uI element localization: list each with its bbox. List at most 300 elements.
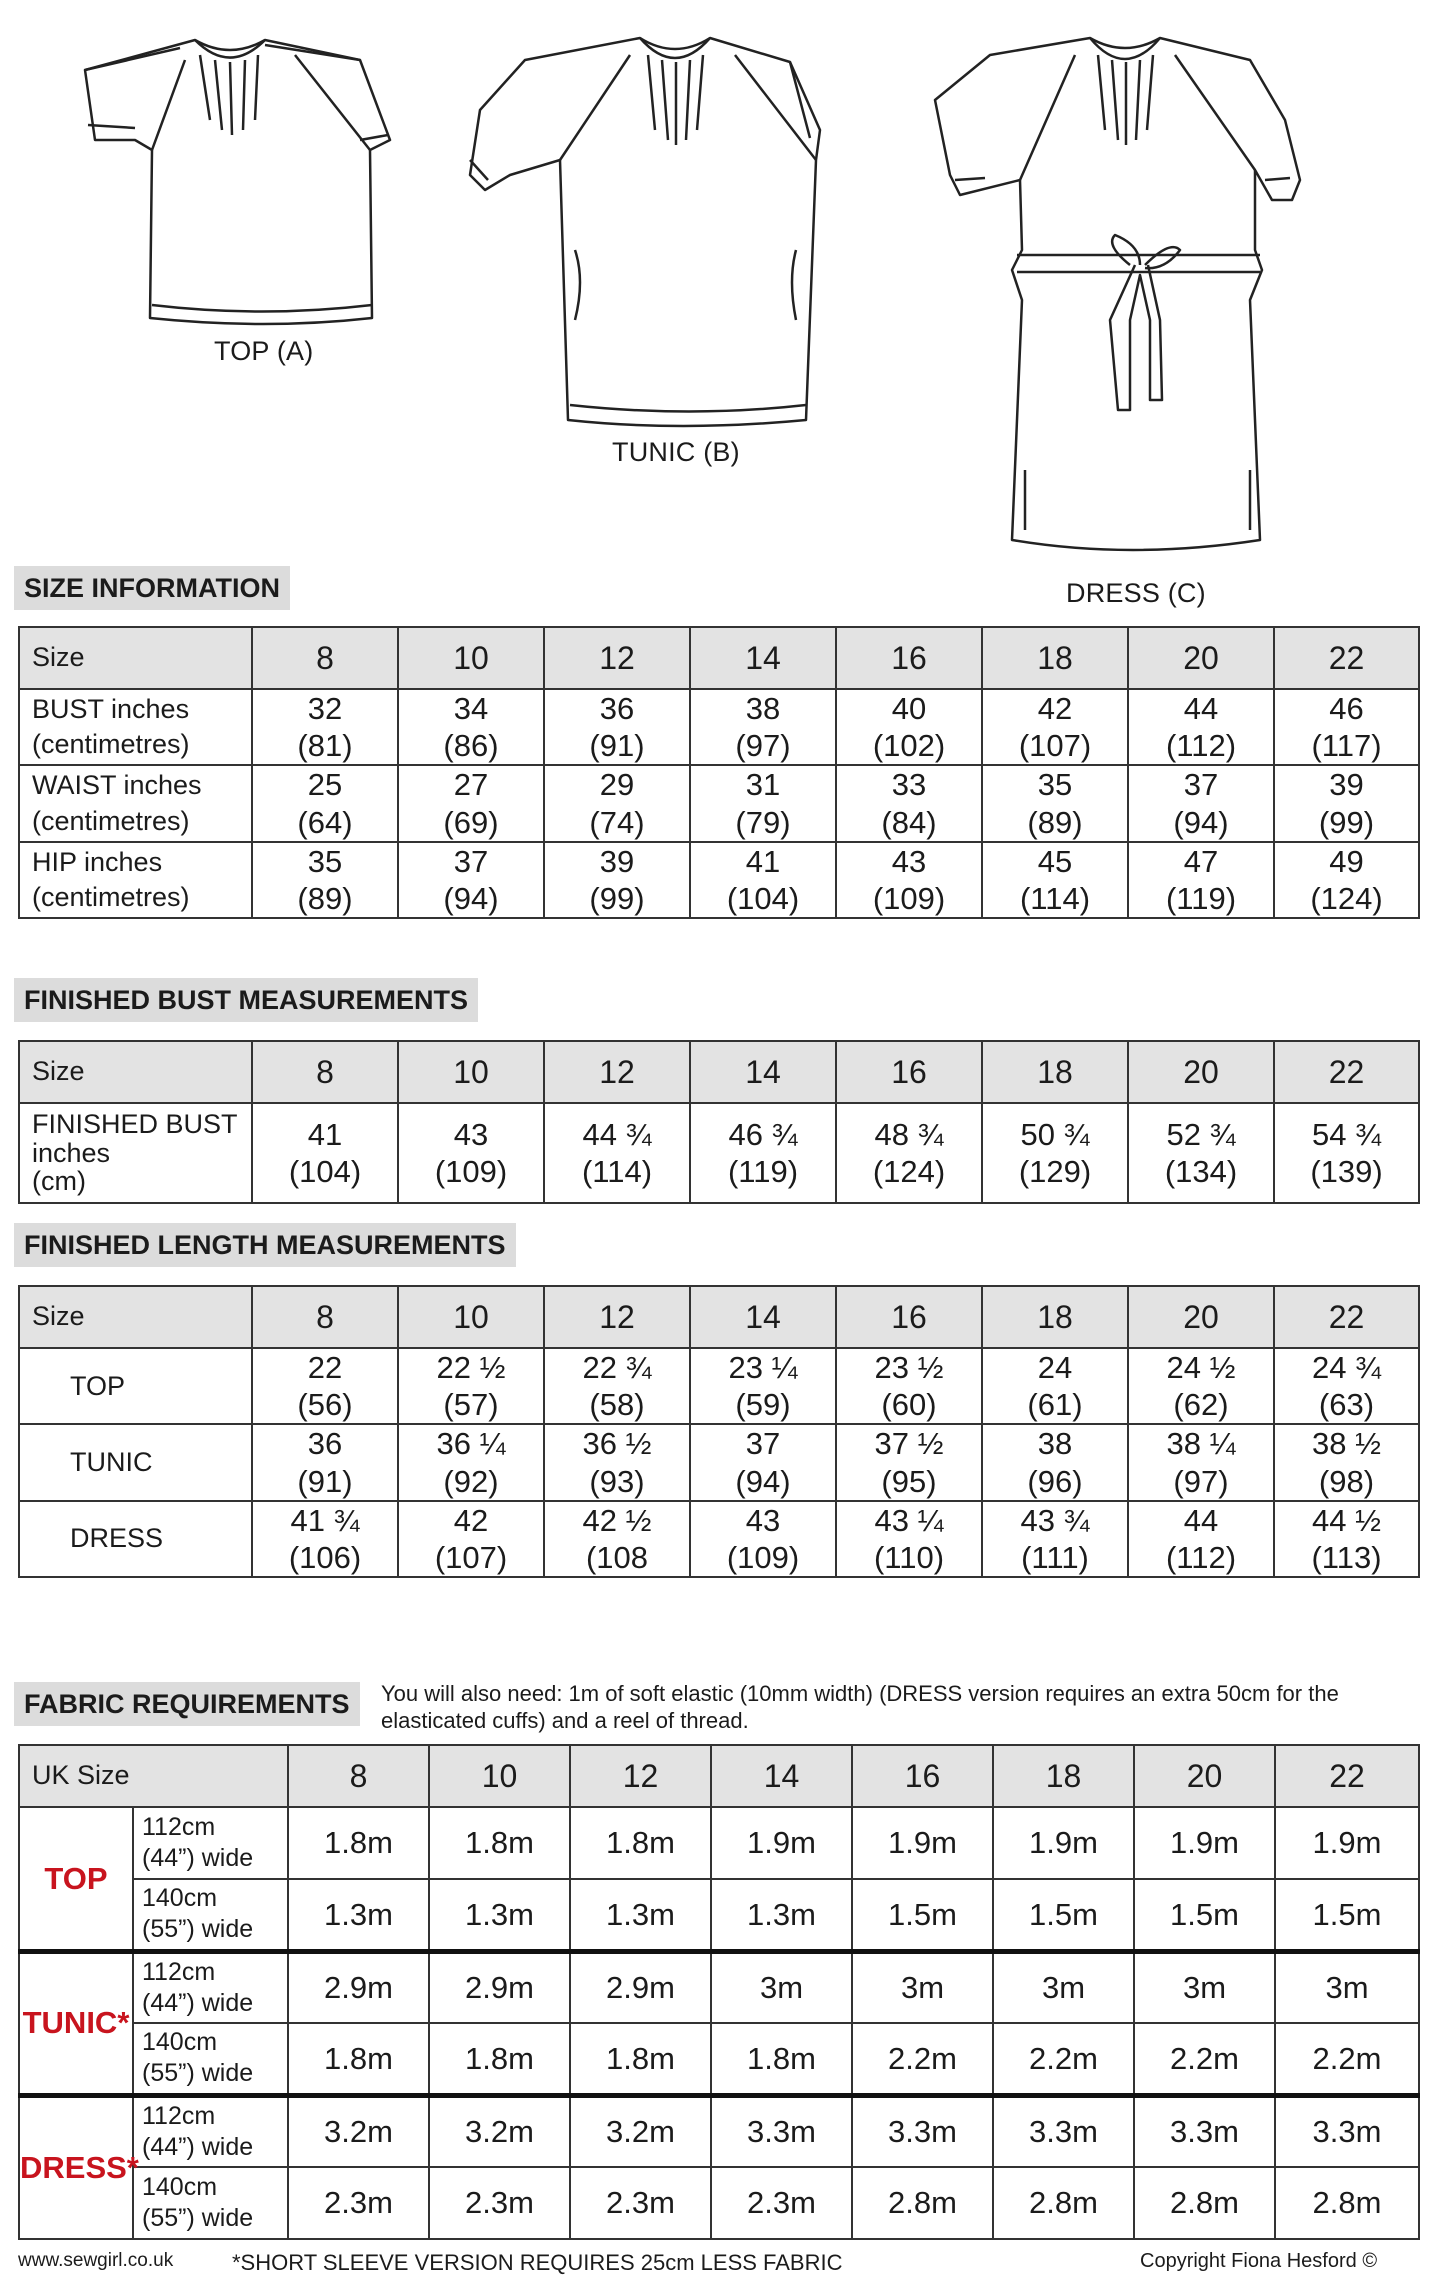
value-main: 44 ¾ <box>582 1116 652 1152</box>
measure-cell <box>1274 842 1419 918</box>
fabric-amount-cell: 3.3m <box>852 2095 993 2167</box>
value-main: 44 ½ <box>1312 1502 1381 1538</box>
fabric-amount-cell: 1.9m <box>852 1807 993 1879</box>
value-sub: (109) <box>434 1154 508 1189</box>
value-main: 24 <box>1037 1350 1073 1385</box>
value-sub: (97) <box>1173 1463 1229 1499</box>
measure-cell <box>1274 689 1419 765</box>
size-header-14: 14 <box>690 1286 836 1348</box>
measure-cell <box>1128 765 1274 841</box>
value-sub: (119) <box>1165 880 1237 916</box>
fabric-amount-cell: 2.8m <box>1275 2167 1419 2239</box>
value-main: 31 <box>745 767 781 803</box>
measure-cell <box>1274 1348 1419 1424</box>
size-header-16: 16 <box>836 1286 982 1348</box>
value-main: 35 <box>1037 767 1073 803</box>
measure-cell <box>544 1348 690 1424</box>
value-sub: (84) <box>881 804 937 840</box>
fabric-width-label <box>133 2095 288 2167</box>
value-main: 37 <box>453 843 489 879</box>
value-sub: (86) <box>443 728 499 764</box>
value-sub: (74) <box>589 804 645 840</box>
value-main: 38 <box>745 691 781 726</box>
fabric-width-label <box>133 1807 288 1879</box>
value-sub: (69) <box>443 804 499 840</box>
value-sub: (96) <box>1027 1463 1083 1499</box>
size-info-row <box>19 765 1419 841</box>
fabric-amount-cell: 3.3m <box>993 2095 1134 2167</box>
value-sub: (79) <box>735 804 791 840</box>
fabric-width-label <box>133 1951 288 2023</box>
size-header-10: 10 <box>398 627 544 689</box>
width-line: (44”) wide <box>142 2132 254 2161</box>
fabric-amount-cell: 1.8m <box>570 1807 711 1879</box>
measure-cell <box>252 842 398 918</box>
value-sub: (124) <box>1310 880 1383 916</box>
fabric-row <box>19 1951 1419 2023</box>
value-main: 40 <box>891 691 927 726</box>
value-main: 44 <box>1183 1502 1219 1538</box>
size-header-22: 22 <box>1274 1286 1419 1348</box>
measure-cell <box>398 689 544 765</box>
size-info-header-row <box>19 627 1419 689</box>
size-header-20: 20 <box>1128 627 1274 689</box>
value-sub: (58) <box>589 1387 645 1423</box>
fabric-amount-cell: 3m <box>1275 1951 1419 2023</box>
value-sub: (91) <box>589 728 645 764</box>
fabric-row <box>19 1807 1419 1879</box>
value-main: 43 <box>453 1116 489 1152</box>
width-line: (55”) wide <box>142 2204 254 2232</box>
width-line: 112cm <box>142 1957 216 1986</box>
width-line: 112cm <box>142 2101 216 2130</box>
value-main: 43 <box>891 843 927 879</box>
fabric-row <box>19 2095 1419 2167</box>
width-line: (44”) wide <box>142 1988 254 2017</box>
measure-cell <box>1128 842 1274 918</box>
width-line: 112cm <box>142 1812 216 1841</box>
size-header-20: 20 <box>1128 1041 1274 1103</box>
value-main: 47 <box>1183 843 1219 879</box>
fabric-amount-cell: 1.8m <box>429 1807 570 1879</box>
fabric-amount-cell: 1.3m <box>288 1879 429 1951</box>
measure-cell <box>1128 689 1274 765</box>
measure-cell <box>544 1103 690 1203</box>
value-sub: (93) <box>589 1463 645 1499</box>
measure-cell <box>836 1501 982 1577</box>
width-line: (55”) wide <box>142 1915 254 1944</box>
measure-cell <box>982 765 1128 841</box>
top-garment-drawing <box>85 40 390 324</box>
value-main: 22 ¾ <box>582 1350 652 1385</box>
fabric-amount-cell: 3.2m <box>288 2095 429 2167</box>
fabric-amount-cell: 3m <box>1134 1951 1275 2023</box>
row-label <box>19 842 252 918</box>
value-main: 22 <box>307 1350 343 1385</box>
measure-cell <box>982 1424 1128 1500</box>
fabric-amount-cell: 2.3m <box>711 2167 852 2239</box>
measure-cell <box>398 842 544 918</box>
measure-cell <box>1128 1501 1274 1577</box>
dress-label: DRESS (C) <box>1066 578 1206 608</box>
size-header-12: 12 <box>570 1745 711 1807</box>
fabric-row <box>19 2023 1419 2095</box>
fabric-amount-cell: 1.8m <box>288 1807 429 1879</box>
value-sub: (98) <box>1318 1463 1375 1499</box>
value-main: 42 ½ <box>582 1502 652 1538</box>
value-main: 52 ¾ <box>1166 1116 1236 1152</box>
finished-length-row <box>19 1424 1419 1500</box>
value-sub: (64) <box>297 804 353 840</box>
fabric-amount-cell: 1.9m <box>1134 1807 1275 1879</box>
value-sub: (59) <box>735 1387 791 1423</box>
value-sub: (89) <box>297 880 353 916</box>
value-sub: (60) <box>881 1387 937 1423</box>
value-main: 36 ¼ <box>436 1426 506 1462</box>
fabric-width-label <box>133 2023 288 2095</box>
value-main: 50 ¾ <box>1020 1116 1090 1152</box>
value-main: 24 ¾ <box>1312 1350 1381 1385</box>
value-main: 48 ¾ <box>874 1116 944 1152</box>
value-sub: (107) <box>434 1539 508 1575</box>
top-label: TOP (A) <box>214 336 314 366</box>
value-sub: (81) <box>297 728 353 764</box>
measure-cell <box>690 1348 836 1424</box>
fabric-amount-cell: 2.8m <box>993 2167 1134 2239</box>
fabric-width-label <box>133 1879 288 1951</box>
finished-length-table <box>18 1285 1420 1578</box>
size-header-12: 12 <box>544 627 690 689</box>
size-header-20: 20 <box>1134 1745 1275 1807</box>
measure-cell <box>1274 1424 1419 1500</box>
value-sub: (119) <box>727 1154 799 1189</box>
size-header-10: 10 <box>398 1286 544 1348</box>
measure-cell <box>1274 1103 1419 1203</box>
value-sub: (104) <box>288 1154 362 1189</box>
finished-bust-table <box>18 1040 1420 1204</box>
value-sub: (89) <box>1027 804 1083 840</box>
finished-length-row <box>19 1348 1419 1424</box>
value-sub: (99) <box>1318 804 1375 840</box>
row-label <box>19 765 252 841</box>
value-sub: (112) <box>1165 728 1237 764</box>
value-sub: (139) <box>1310 1154 1383 1189</box>
fabric-amount-cell: 1.8m <box>711 2023 852 2095</box>
fabric-group-label: DRESS* <box>19 2095 133 2239</box>
value-sub: (62) <box>1173 1387 1229 1423</box>
value-main: 41 ¾ <box>290 1502 360 1538</box>
size-header-8: 8 <box>252 1286 398 1348</box>
fabric-amount-cell: 3.2m <box>570 2095 711 2167</box>
fabric-amount-cell: 1.8m <box>288 2023 429 2095</box>
label-line: (centimetres) <box>32 805 190 836</box>
measure-cell <box>544 765 690 841</box>
size-header-14: 14 <box>711 1745 852 1807</box>
fabric-amount-cell: 2.2m <box>852 2023 993 2095</box>
row-label: TUNIC <box>19 1424 252 1500</box>
label-line: WAIST inches <box>32 770 202 801</box>
measure-cell <box>836 765 982 841</box>
size-header-18: 18 <box>982 1286 1128 1348</box>
size-header-16: 16 <box>836 627 982 689</box>
fabric-header-row <box>19 1745 1419 1807</box>
measure-cell <box>252 1348 398 1424</box>
row-label: DRESS <box>19 1501 252 1577</box>
size-header-22: 22 <box>1274 627 1419 689</box>
finished-bust-label <box>19 1103 252 1203</box>
size-header-label: Size <box>19 627 252 689</box>
fabric-amount-cell: 1.3m <box>429 1879 570 1951</box>
measure-cell <box>982 689 1128 765</box>
value-main: 38 ¼ <box>1166 1426 1236 1462</box>
size-header-22: 22 <box>1274 1041 1419 1103</box>
size-header-8: 8 <box>252 1041 398 1103</box>
value-main: 23 ¼ <box>728 1350 798 1385</box>
value-sub: (117) <box>1311 728 1382 764</box>
garment-illustrations <box>0 0 1445 600</box>
fabric-amount-cell: 3m <box>852 1951 993 2023</box>
size-header-8: 8 <box>288 1745 429 1807</box>
value-main: 39 <box>1329 767 1364 803</box>
size-header-10: 10 <box>429 1745 570 1807</box>
measure-cell <box>398 765 544 841</box>
width-line: 140cm <box>142 1884 218 1912</box>
value-sub: (92) <box>443 1463 499 1499</box>
value-main: 35 <box>307 843 343 879</box>
value-main: 39 <box>599 843 635 879</box>
width-line: 140cm <box>142 2028 218 2056</box>
label-line: (centimetres) <box>32 881 190 912</box>
fabric-amount-cell: 3m <box>993 1951 1134 2023</box>
value-main: 44 <box>1183 691 1219 726</box>
value-main: 33 <box>891 767 927 803</box>
measure-cell <box>252 1103 398 1203</box>
size-info-title: SIZE INFORMATION <box>14 566 290 610</box>
value-sub: (106) <box>288 1539 362 1575</box>
value-main: 43 ¼ <box>874 1502 944 1538</box>
fabric-amount-cell: 2.2m <box>993 2023 1134 2095</box>
measure-cell <box>690 689 836 765</box>
value-sub: (114) <box>581 1154 653 1189</box>
measure-cell <box>252 689 398 765</box>
fabric-table <box>18 1744 1420 2240</box>
label-line: inches <box>32 1137 111 1168</box>
value-main: 49 <box>1329 843 1364 879</box>
value-sub: (107) <box>1018 728 1092 764</box>
fabric-amount-cell: 1.9m <box>1275 1807 1419 1879</box>
label-line: FINISHED BUST <box>32 1109 238 1140</box>
fabric-amount-cell: 3.2m <box>429 2095 570 2167</box>
measure-cell <box>982 1348 1128 1424</box>
fabric-amount-cell: 3m <box>711 1951 852 2023</box>
value-main: 41 <box>307 1116 343 1152</box>
tunic-label: TUNIC (B) <box>612 437 740 467</box>
value-main: 36 <box>307 1426 343 1462</box>
size-header-label: Size <box>19 1286 252 1348</box>
value-main: 46 <box>1329 691 1364 726</box>
label-line: BUST inches <box>32 694 190 725</box>
width-line: (55”) wide <box>142 2059 254 2088</box>
size-info-row <box>19 842 1419 918</box>
fabric-group-label: TOP <box>19 1807 133 1951</box>
size-header-18: 18 <box>982 627 1128 689</box>
fabric-amount-cell: 2.3m <box>288 2167 429 2239</box>
finished-length-title: FINISHED LENGTH MEASUREMENTS <box>14 1223 516 1267</box>
measure-cell <box>544 842 690 918</box>
size-header-22: 22 <box>1275 1745 1419 1807</box>
measure-cell <box>982 1501 1128 1577</box>
size-info-table <box>18 626 1420 919</box>
row-label: TOP <box>19 1348 252 1424</box>
value-sub: (112) <box>1165 1539 1237 1575</box>
fabric-amount-cell: 2.9m <box>288 1951 429 2023</box>
size-header-12: 12 <box>544 1286 690 1348</box>
size-header-18: 18 <box>993 1745 1134 1807</box>
size-header-14: 14 <box>690 627 836 689</box>
fabric-amount-cell: 1.5m <box>1134 1879 1275 1951</box>
fabric-amount-cell: 3.3m <box>1134 2095 1275 2167</box>
measure-cell <box>982 842 1128 918</box>
measure-cell <box>836 689 982 765</box>
fabric-amount-cell: 1.5m <box>993 1879 1134 1951</box>
size-header-10: 10 <box>398 1041 544 1103</box>
copyright: Copyright Fiona Hesford © <box>1140 2250 1378 2272</box>
measure-cell <box>544 1501 690 1577</box>
value-sub: (111) <box>1021 1539 1089 1575</box>
value-sub: (113) <box>1311 1539 1382 1575</box>
uk-size-header-label: UK Size <box>19 1745 288 1807</box>
measure-cell <box>836 1348 982 1424</box>
measure-cell <box>398 1501 544 1577</box>
label-line: (cm) <box>32 1166 86 1197</box>
value-main: 29 <box>599 767 635 803</box>
value-sub: (94) <box>1173 804 1229 840</box>
measure-cell <box>1128 1424 1274 1500</box>
fabric-amount-cell: 1.9m <box>711 1807 852 1879</box>
size-header-16: 16 <box>836 1041 982 1103</box>
size-header-label: Size <box>19 1041 252 1103</box>
value-main: 25 <box>307 767 343 803</box>
value-sub: (91) <box>297 1463 353 1499</box>
value-main: 32 <box>307 691 343 726</box>
size-header-20: 20 <box>1128 1286 1274 1348</box>
size-header-18: 18 <box>982 1041 1128 1103</box>
width-line: 140cm <box>142 2172 218 2201</box>
value-main: 45 <box>1037 843 1073 879</box>
measure-cell <box>544 1424 690 1500</box>
value-main: 46 ¾ <box>728 1116 798 1152</box>
fabric-amount-cell: 3.3m <box>711 2095 852 2167</box>
fabric-group-label: TUNIC* <box>19 1951 133 2095</box>
fabric-amount-cell: 1.9m <box>993 1807 1134 1879</box>
value-sub: (110) <box>873 1539 945 1575</box>
value-main: 38 <box>1037 1426 1073 1462</box>
measure-cell <box>398 1424 544 1500</box>
fabric-amount-cell: 2.3m <box>429 2167 570 2239</box>
value-main: 41 <box>745 843 781 879</box>
fabric-amount-cell: 2.3m <box>570 2167 711 2239</box>
value-sub: (56) <box>297 1387 353 1423</box>
value-sub: (99) <box>589 880 645 916</box>
label-line: (centimetres) <box>32 729 190 760</box>
label-line: HIP inches <box>32 846 163 877</box>
finished-length-header-row <box>19 1286 1419 1348</box>
finished-length-row <box>19 1501 1419 1577</box>
measure-cell <box>690 1424 836 1500</box>
fabric-amount-cell: 2.9m <box>570 1951 711 2023</box>
measure-cell <box>690 1103 836 1203</box>
finished-bust-title: FINISHED BUST MEASUREMENTS <box>14 978 478 1022</box>
measure-cell <box>690 1501 836 1577</box>
value-main: 37 <box>1183 767 1219 803</box>
fabric-amount-cell: 2.2m <box>1275 2023 1419 2095</box>
value-sub: (134) <box>1164 1154 1238 1189</box>
fabric-amount-cell: 1.3m <box>570 1879 711 1951</box>
value-sub: (94) <box>735 1463 791 1499</box>
value-sub: (129) <box>1018 1154 1092 1189</box>
measure-cell <box>1128 1103 1274 1203</box>
tunic-garment-drawing <box>470 38 820 426</box>
website-link[interactable]: www.sewgirl.co.uk <box>18 2250 174 2271</box>
value-main: 43 <box>745 1502 781 1538</box>
size-info-row <box>19 689 1419 765</box>
measure-cell <box>836 842 982 918</box>
value-sub: (57) <box>443 1387 499 1423</box>
measure-cell <box>1274 765 1419 841</box>
measure-cell <box>252 765 398 841</box>
fabric-amount-cell: 3.3m <box>1275 2095 1419 2167</box>
fabric-note: You will also need: 1m of soft elastic (10mm width) (DRESS version requires an extra 50cm for the elasticated cuffs) and a reel of thread. <box>381 1681 1339 1733</box>
width-line: (44”) wide <box>142 1844 254 1872</box>
measure-cell <box>836 1103 982 1203</box>
fabric-amount-cell: 2.8m <box>1134 2167 1275 2239</box>
value-main: 37 ½ <box>874 1426 944 1462</box>
measure-cell <box>544 689 690 765</box>
value-main: 27 <box>453 767 489 803</box>
measure-cell <box>252 1501 398 1577</box>
measure-cell <box>836 1424 982 1500</box>
measure-cell <box>398 1103 544 1203</box>
finished-bust-row <box>19 1103 1419 1203</box>
value-sub: (104) <box>726 880 800 916</box>
row-label <box>19 689 252 765</box>
value-sub: (95) <box>881 1463 937 1499</box>
fabric-amount-cell: 1.5m <box>852 1879 993 1951</box>
value-main: 42 <box>1037 691 1073 726</box>
value-sub: (109) <box>726 1539 800 1575</box>
measure-cell <box>690 765 836 841</box>
value-main: 37 <box>745 1426 781 1462</box>
fabric-row <box>19 2167 1419 2239</box>
fabric-width-label <box>133 2167 288 2239</box>
fabric-amount-cell: 1.8m <box>429 2023 570 2095</box>
fabric-title: FABRIC REQUIREMENTS <box>14 1682 360 1726</box>
value-main: 23 ½ <box>874 1350 944 1385</box>
value-sub: (108 <box>585 1539 649 1575</box>
measure-cell <box>398 1348 544 1424</box>
fabric-amount-cell: 1.5m <box>1275 1879 1419 1951</box>
size-header-8: 8 <box>252 627 398 689</box>
fabric-amount-cell: 2.2m <box>1134 2023 1275 2095</box>
value-main: 22 ½ <box>436 1350 506 1385</box>
finished-bust-header-row <box>19 1041 1419 1103</box>
value-main: 34 <box>453 691 489 726</box>
fabric-amount-cell: 1.8m <box>570 2023 711 2095</box>
size-header-12: 12 <box>544 1041 690 1103</box>
fabric-amount-cell: 2.9m <box>429 1951 570 2023</box>
measure-cell <box>690 842 836 918</box>
value-sub: (109) <box>872 880 946 916</box>
